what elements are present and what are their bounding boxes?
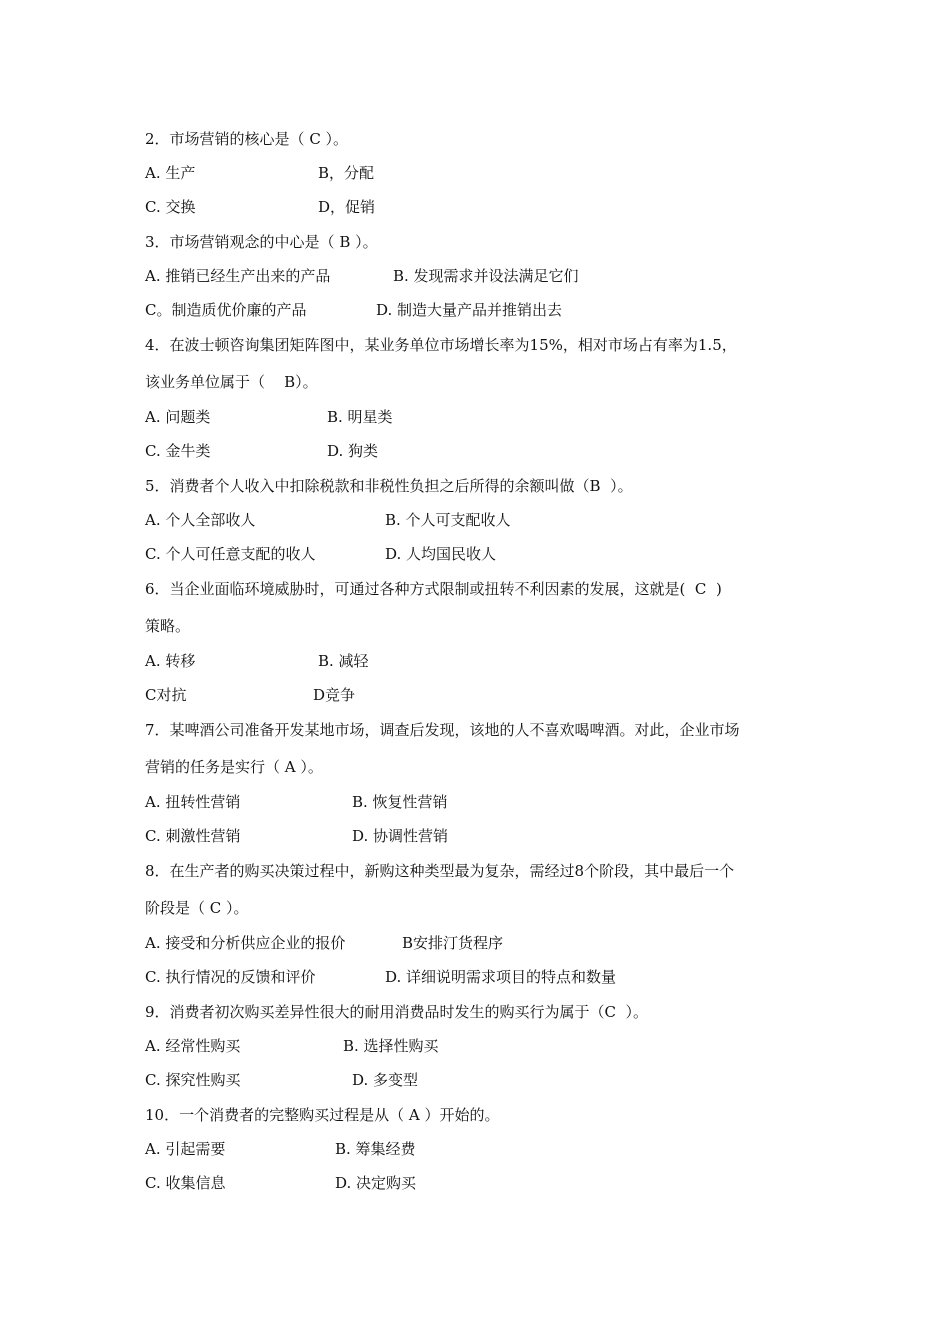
question-5-option-d: D. 人均国民收人 [385,545,497,563]
question-4-stem-line-2: 该业务单位属于（ B）。 [145,373,318,391]
question-6-stem-line-2: 策略。 [145,617,191,635]
question-10-stem: 10．一个消费者的完整购买过程是从（ A ）开始的。 [145,1106,500,1124]
question-9-stem: 9．消费者初次购买差异性很大的耐用消费品时发生的购买行为属于（C ）。 [145,1003,649,1021]
question-7-option-a: A. 扭转性营销 [145,793,241,811]
question-7-option-c: C. 刺激性营销 [145,827,241,845]
question-3-option-b: B. 发现需求并设法满足它们 [393,267,579,285]
question-7-option-b: B. 恢复性营销 [352,793,448,811]
question-2-option-a: A. 生产 [145,164,196,182]
question-6-option-c: C对抗 [145,686,187,704]
question-6-option-a: A. 转移 [145,652,196,670]
question-8-option-c: C. 执行情况的反馈和评价 [145,968,316,986]
question-2-stem: 2．市场营销的核心是（ C ）。 [145,130,349,148]
question-2-option-c: C. 交换 [145,198,196,216]
question-8-stem-line-1: 8．在生产者的购买决策过程中，新购这种类型最为复杂，需经过8个阶段，其中最后一个 [145,862,735,880]
question-3-option-c: C。制造质优价廉的产品 [145,301,307,319]
question-8-option-a: A. 接受和分析供应企业的报价 [145,934,346,952]
question-7-stem-line-2: 营销的任务是实行（ A ）。 [145,758,323,776]
question-10-option-b: B. 筹集经费 [335,1140,416,1158]
question-10-option-a: A. 引起需要 [145,1140,226,1158]
question-9-option-d: D. 多变型 [352,1071,419,1089]
question-6-option-d: D竞争 [313,686,356,704]
question-10-option-d: D. 决定购买 [335,1174,417,1192]
question-3-option-d: D. 制造大量产品并推销出去 [376,301,563,319]
question-4-option-a: A. 问题类 [145,408,211,426]
question-2-option-d: D，促销 [318,198,376,216]
question-3-option-a: A. 推销已经生产出来的产品 [145,267,331,285]
question-6-option-b: B. 减轻 [318,652,369,670]
question-4-stem-line-1: 4．在波士顿咨询集团矩阵图中，某业务单位市场增长率为15%，相对市场占有率为1.5， [145,336,737,354]
question-5-option-c: C. 个人可任意支配的收人 [145,545,316,563]
question-10-option-c: C. 收集信息 [145,1174,226,1192]
question-4-option-b: B. 明星类 [327,408,393,426]
question-4-option-c: C. 金牛类 [145,442,211,460]
question-5-option-a: A. 个人全部收人 [145,511,256,529]
question-5-stem: 5．消费者个人收入中扣除税款和非税性负担之后所得的余额叫做（B ）。 [145,477,633,495]
question-6-stem-line-1: 6．当企业面临环境威胁时，可通过各种方式限制或扭转不利因素的发展，这就是( C ) [145,580,722,598]
question-9-option-c: C. 探究性购买 [145,1071,241,1089]
question-9-option-a: A. 经常性购买 [145,1037,241,1055]
question-8-option-b: B安排汀货程序 [402,934,504,952]
question-2-option-b: B，分配 [318,164,375,182]
question-4-option-d: D. 狗类 [327,442,379,460]
question-7-option-d: D. 协调性营销 [352,827,449,845]
question-7-stem-line-1: 7．某啤酒公司准备开发某地市场，调查后发现，该地的人不喜欢喝啤酒。对此，企业市场 [145,721,740,739]
question-3-stem: 3．市场营销观念的中心是（ B ）。 [145,233,378,251]
question-9-option-b: B. 选择性购买 [343,1037,439,1055]
question-8-stem-line-2: 阶段是（ C ）。 [145,899,249,917]
question-5-option-b: B. 个人可支配收人 [385,511,511,529]
question-8-option-d: D. 详细说明需求项目的特点和数量 [385,968,617,986]
